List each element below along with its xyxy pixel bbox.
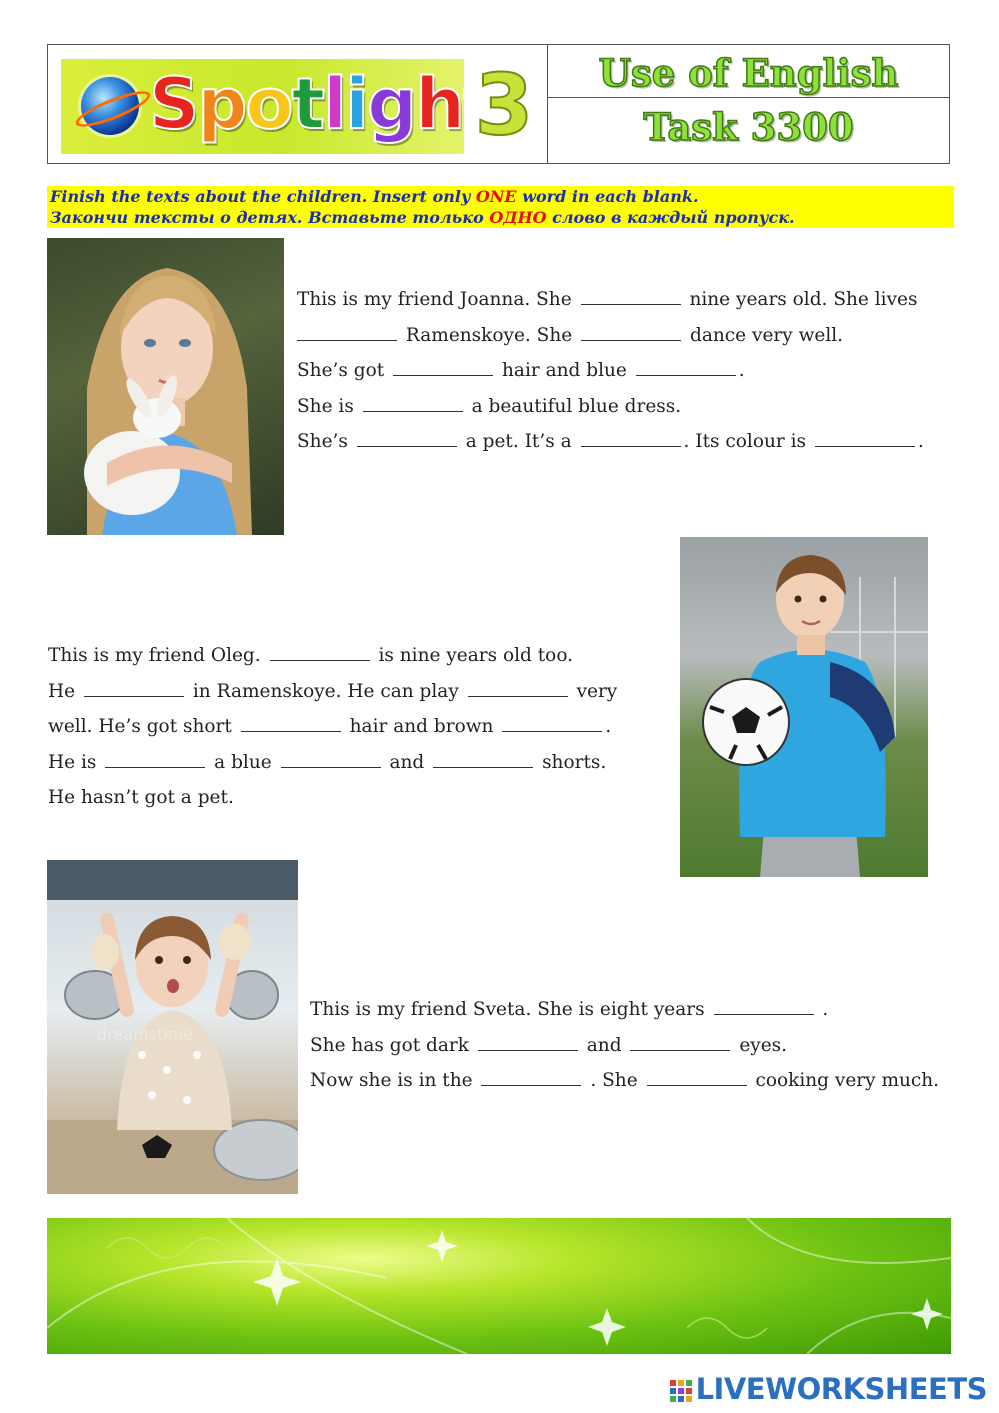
text-line: well. He’s got short hair and brown .: [48, 709, 617, 745]
header-divider-horizontal: [548, 97, 949, 98]
text-line: She’s a pet. It’s a . Its colour is .: [297, 424, 924, 460]
text-line: She has got dark and eyes.: [310, 1028, 939, 1064]
decorative-green-banner: [47, 1218, 951, 1354]
photo-girl-cooking: [47, 860, 298, 1194]
answer-blank[interactable]: [281, 749, 381, 768]
answer-blank[interactable]: [481, 1067, 581, 1086]
answer-blank[interactable]: [468, 678, 568, 697]
answer-blank[interactable]: [581, 286, 681, 305]
answer-blank[interactable]: [714, 996, 814, 1015]
text-line: This is my friend Joanna. She nine years old. She lives: [297, 282, 924, 318]
stock-watermark: dreamstime: [97, 1025, 194, 1044]
answer-blank[interactable]: [297, 322, 397, 341]
photo-girl-with-rabbit: [47, 238, 284, 535]
sveta-paragraph: [310, 992, 939, 1099]
worksheet-header: [47, 44, 950, 164]
text-line: She’s got hair and blue .: [297, 353, 924, 389]
section-title: Use of English: [598, 51, 899, 95]
task-instruction: [47, 186, 954, 228]
oleg-paragraph: [48, 638, 617, 816]
answer-blank[interactable]: [357, 428, 457, 447]
spotlight-logo: [61, 59, 464, 154]
instruction-highlight: ONE: [475, 187, 517, 206]
text-line: She is a beautiful blue dress.: [297, 389, 924, 425]
answer-blank[interactable]: [393, 357, 493, 376]
task-number: Task 3300: [643, 105, 854, 149]
girl-cooking-illustration: [47, 860, 298, 1194]
text-line: He is a blue and shorts.: [48, 745, 617, 781]
text-line: This is my friend Sveta. She is eight years .: [310, 992, 939, 1028]
answer-blank[interactable]: [433, 749, 533, 768]
answer-blank[interactable]: [647, 1067, 747, 1086]
answer-blank[interactable]: [630, 1032, 730, 1051]
text-line: Now she is in the . She cooking very much.: [310, 1063, 939, 1099]
answer-blank[interactable]: [478, 1032, 578, 1051]
boy-ball-illustration: [680, 537, 928, 877]
text-line: He hasn’t got a pet.: [48, 787, 234, 808]
photo-boy-with-ball: [680, 537, 928, 877]
answer-blank[interactable]: [363, 393, 463, 412]
answer-blank[interactable]: [636, 357, 736, 376]
globe-icon: [81, 77, 139, 135]
instruction-english: Finish the texts about the children. Insert only ONE word in each blank.: [50, 187, 699, 206]
girl-rabbit-illustration: [47, 238, 284, 535]
text-line: Ramenskoye. She dance very well.: [297, 318, 924, 354]
liveworksheets-brand[interactable]: [670, 1371, 987, 1407]
answer-blank[interactable]: [105, 749, 205, 768]
joanna-paragraph: [297, 282, 924, 460]
instruction-highlight: ОДНО: [489, 208, 547, 227]
liveworksheets-logo-icon: [670, 1380, 692, 1402]
instruction-russian: Закончи тексты о детях. Вставьте только ОДНО слово в каждый пропуск.: [50, 208, 795, 227]
spotlight-logo-wordmark: Spotligh: [149, 63, 464, 145]
answer-blank[interactable]: [84, 678, 184, 697]
sparkle-decoration: [47, 1218, 951, 1354]
brand-text: LIVEWORKSHEETS: [695, 1372, 987, 1406]
text-line: He in Ramenskoye. He can play very: [48, 674, 617, 710]
text-line: This is my friend Oleg. is nine years old too.: [48, 638, 617, 674]
answer-blank[interactable]: [241, 713, 341, 732]
answer-blank[interactable]: [270, 642, 370, 661]
answer-blank[interactable]: [581, 322, 681, 341]
answer-blank[interactable]: [581, 428, 681, 447]
answer-blank[interactable]: [502, 713, 602, 732]
answer-blank[interactable]: [815, 428, 915, 447]
book-level-number: 3: [474, 56, 534, 154]
